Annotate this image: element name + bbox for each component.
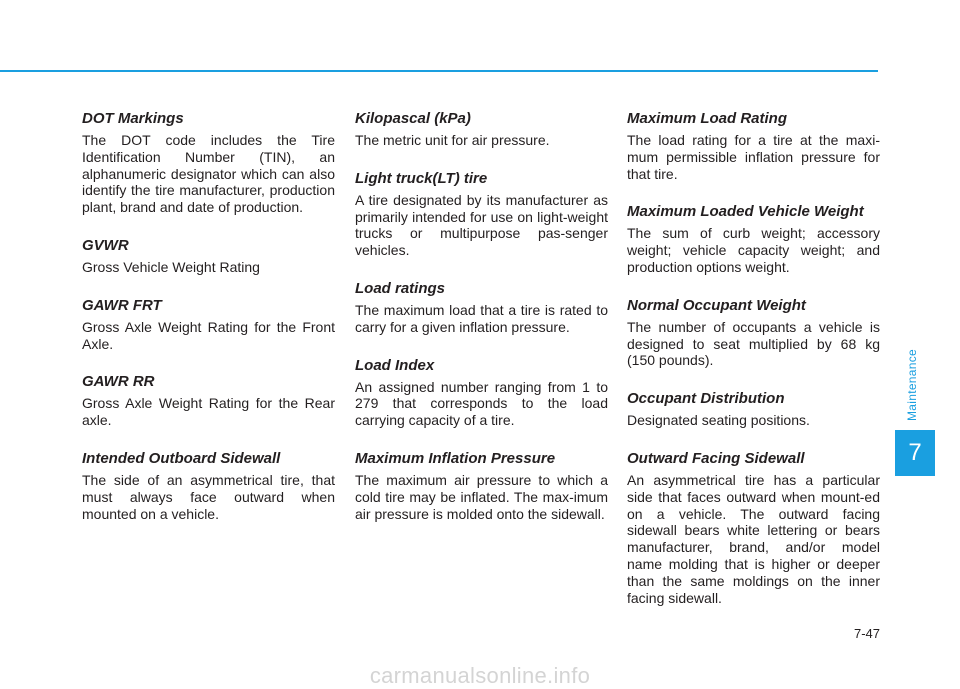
glossary-definition: Gross Axle Weight Rating for the Front Axle. [82,318,335,352]
glossary-definition: Gross Axle Weight Rating for the Rear axle. [82,395,335,429]
glossary-term: DOT Markings [82,110,184,127]
glossary-term: Maximum Load Rating [627,110,788,127]
glossary-entry [627,203,880,275]
glossary-definition: The side of an asymmetrical tire, that must always face outward when mounted on a vehicle. [82,471,335,522]
glossary-entry [355,110,608,149]
section-label-text: Maintenance [905,348,920,422]
glossary-term: Intended Outboard Sidewall [82,449,281,467]
glossary-entry [355,170,608,259]
glossary-term: Maximum Loaded Vehicle Weight [627,203,864,221]
glossary-entry [355,450,608,522]
chapter-tab: 7 [895,430,935,476]
glossary-entry [355,280,608,336]
glossary-entry [627,297,880,369]
glossary-term: GAWR RR [82,373,155,391]
glossary-definition: Designated seating positions. [627,412,810,429]
glossary-definition: The maximum load that a tire is rated to carry for a given inflation pressure. [355,301,608,335]
glossary-definition: An assigned number ranging from 1 to 279 that corresponds to the load carrying capacity of a tire. [355,378,608,429]
glossary-entry [82,450,335,522]
glossary-definition: The maximum air pressure to which a cold tire may be inflated. The max-imum air pressure is molded onto the sidewall. [355,471,608,522]
glossary-definition: A tire designated by its manufacturer as primarily intended for use on light-weight trucks or multipurpose pas-senger vehicles. [355,191,608,259]
glossary-definition: Gross Vehicle Weight Rating [82,258,260,275]
glossary-term: Occupant Distribution [627,390,785,408]
glossary-definition: The load rating for a tire at the maxi-mum permissible inflation pressure for that tire. [627,132,880,182]
glossary-term: Load ratings [355,279,446,297]
glossary-term: Outward Facing Sidewall [627,449,805,467]
glossary-definition: The DOT code includes the Tire Identification Number (TIN), an alphanumeric designator which can also identify the tire manufacturer, production plant, brand and date of production. [82,132,335,216]
glossary-entry [355,357,608,429]
glossary-entry [82,297,335,353]
glossary-column-2 [355,110,608,543]
glossary-entry [82,110,335,216]
glossary-entry [627,110,880,182]
glossary-column-1 [82,110,335,543]
glossary-term: Maximum Inflation Pressure [355,449,556,467]
glossary-entry [82,373,335,429]
glossary-entry [627,390,880,429]
glossary-term: Load Index [355,356,435,374]
glossary-definition: The metric unit for air pressure. [355,132,550,148]
header-rule [0,70,878,72]
glossary-column-3 [627,110,880,627]
glossary-term: Light truck(LT) tire [355,169,488,187]
glossary-term: Normal Occupant Weight [627,296,806,314]
glossary-term: Kilopascal (kPa) [355,110,471,127]
glossary-term: GAWR FRT [82,296,162,314]
glossary-term: GVWR [82,236,129,254]
glossary-definition: An asymmetrical tire has a particular side that faces outward when mount-ed on a vehicle. The outward facing sidewall bears white lettering or bears manufacturer, brand, and/or model name molding that is higher or deeper than the same moldings on the inner facing sidewall. [627,471,880,606]
section-side-label [897,340,927,430]
glossary-entry [627,450,880,606]
page-number: 7-47 [853,626,880,641]
glossary-definition: The number of occupants a vehicle is designed to seat multiplied by 68 kg (150 pounds). [627,318,880,369]
watermark-text: carmanualsonline.info [369,663,591,688]
glossary-definition: The sum of curb weight; accessory weight; vehicle capacity weight; and production options weight. [627,225,880,275]
glossary-entry [82,237,335,276]
